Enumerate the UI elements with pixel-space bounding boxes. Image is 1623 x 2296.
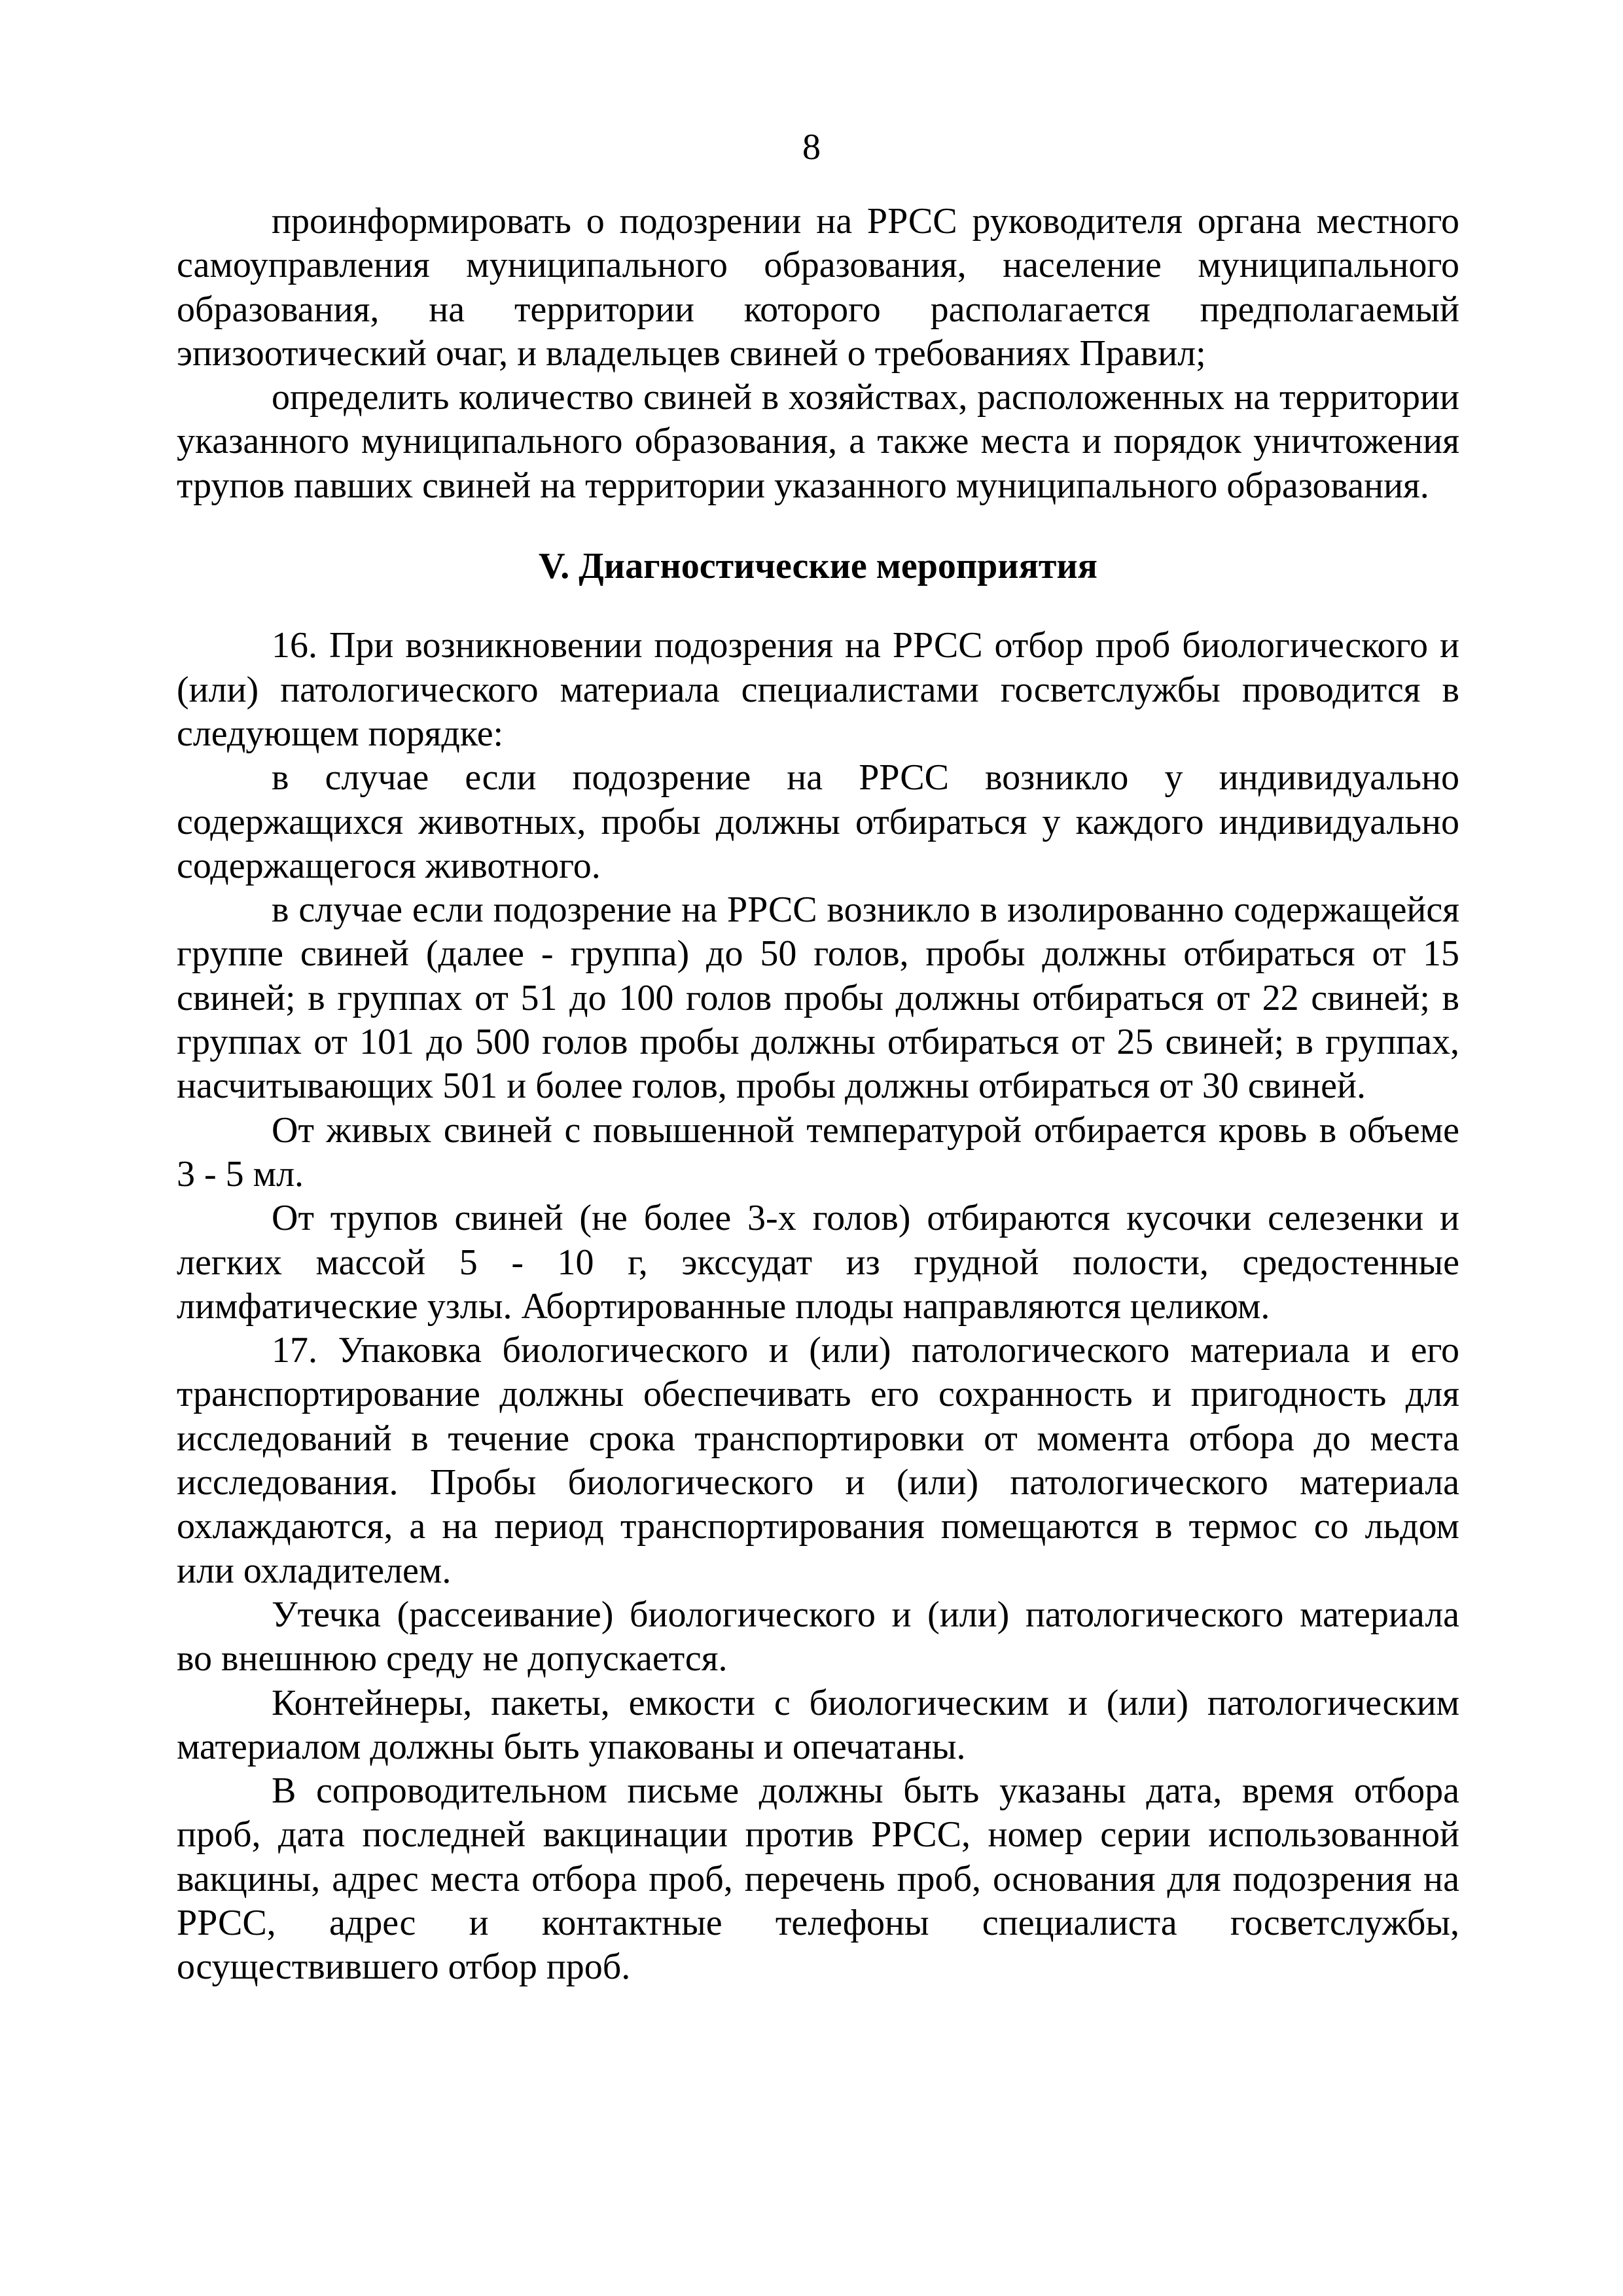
paragraph-16: 16. При возникновении подозрения на РРСС отбор проб биологического и (или) патологического материала специалистами госветслужбы проводится в следующем порядке: <box>177 625 1459 754</box>
paragraph-cover-letter: В сопроводительном письме должны быть указаны дата, время отбора проб, дата последней вакцинации против РРСС, номер серии использованной вакцины, адрес места отбора проб, перечень проб, основания для подозрения на РРСС, адрес и контактные телефоны специалиста госветслужбы, осуществившего отбор проб. <box>177 1770 1459 1988</box>
paragraph-group-sampling: в случае если подозрение на РРСС возникло в изолированно содержащейся группе свиней (далее - группа) до 50 голов, пробы должны отбираться от 15 свиней; в группах от 51 до 100 голов пробы должны отбираться от 22 свиней; в группах от 101 до 500 голов пробы должны отбираться от 25 свиней; в группах, насчитывающих 501 и более голов, пробы должны отбираться от 30 свиней. <box>177 889 1459 1107</box>
paragraph-17: 17. Упаковка биологического и (или) патологического материала и его транспортирование должны обеспечивать его сохранность и пригодность для исследований в течение срока транспортировки от момента отбора до места исследования. Пробы биологического и (или) патологического материала охлаждаются, а на период транспортирования помещаются в термос со льдом или охладителем. <box>177 1330 1459 1591</box>
section-heading: V. Диагностические мероприятия <box>539 546 1097 587</box>
paragraph-leakage: Утечка (рассеивание) биологического и (или) патологического материала во внешнюю среду не допускается. <box>177 1594 1459 1679</box>
page-number: 8 <box>802 127 821 168</box>
paragraph-determine-pig-count: определить количество свиней в хозяйствах, расположенных на территории указанного муниципального образования, а также места и порядок уничтожения трупов павших свиней на территории указанного муниципального образования. <box>177 377 1459 506</box>
paragraph-inform-officials: проинформировать о подозрении на РРСС руководителя органа местного самоуправления муниципального образования, население муниципального образования, на территории которого располагается предполагаемый эпизоотический очаг, и владельцев свиней о требованиях Правил; <box>177 201 1459 374</box>
paragraph-blood-sampling: От живых свиней с повышенной температурой отбирается кровь в объеме 3 - 5 мл. <box>177 1109 1459 1194</box>
paragraph-containers: Контейнеры, пакеты, емкости с биологическим и (или) патологическим материалом должны быть упакованы и опечатаны. <box>177 1682 1459 1767</box>
paragraph-individual-animals: в случае если подозрение на РРСС возникло у индивидуально содержащихся животных, пробы должны отбираться у каждого индивидуально содержащегося животного. <box>177 757 1459 886</box>
paragraph-carcass-sampling: От трупов свиней (не более 3-х голов) отбираются кусочки селезенки и легких массой 5 - 10 г, экссудат из грудной полости, средостенные лимфатические узлы. Абортированные плоды направляются целиком. <box>177 1198 1459 1327</box>
document-body <box>177 200 1459 1990</box>
